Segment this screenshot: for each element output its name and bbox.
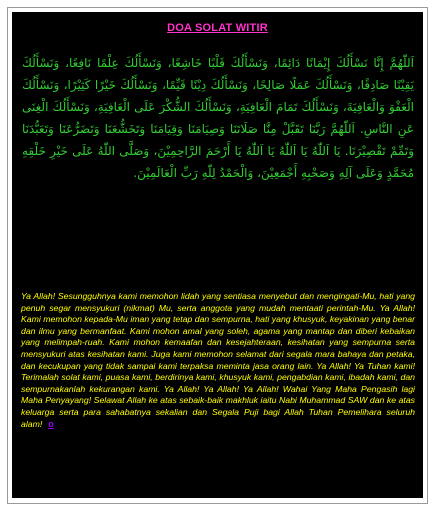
doa-panel — [12, 12, 423, 498]
translation-text: Ya Allah! Sesungguhnya kami memohon lidah yang sentiasa menyebut dan mengingati-Mu, hati yang penuh segar mensyukuri (nikmat) Mu, serta anggota yang mudah mentaati perintah-Mu. Ya Allah! Kami memohon kepada-Mu iman yang tetap dan sempurna, hati yang khusyuk, keyakinan yang benar dan ilmu yang bermanfaat. Kami mohon amal yang soleh, agama yang mantap dan diberi kebaikan yang melimpah-ruah. Kami mohon kemaafan dan kesejahteraan, kesihatan yang sempurna serta mensyukuri atas kesihatan kami. Juga kami memohon selamat dari segala mara bahaya dan petaka, dan kecukupan yang tidak sampai kami terpaksa meminta jasa orang lain. Ya Allah! Ya Tuhan kami! Terimalah solat kami, puasa kami, berdirinya kami, khusyuk kami, pengabdian kami, ibadah kami, dan sempurnakanlah kekurangan kami. Ya Allah! Ya Allah! Ya Allah! Wahai Yang Maha Pengasih lagi Maha Penyayang! Selawat Allah ke atas sebaik-baik makhluk iaitu Nabi Muhammad SAW dan ke atas keluarga serta para sahabatnya sekalian dan Segala Puji bagi Allah Tuhan Pemelihara seluruh alam! — [21, 291, 415, 429]
end-link[interactable]: o — [48, 418, 54, 429]
page-title: DOA SOLAT WITIR — [167, 22, 268, 34]
translation-paragraph — [21, 291, 415, 430]
content-frame — [7, 7, 428, 504]
arabic-prayer-text: اَللّٰهُمَّ إِنَّا نَسْأَلُكَ إِيْمَانًا دَائِمًا، وَنَسْأَلُكَ قَلْبًا خَاشِعًا، وَنَسْأَلُكَ عِلْمًا نَافِعًا، وَنَسْأَلُكَ يَقِيْنًا صَادِقًا، وَنَسْأَلُكَ عَمَلًا صَالِحًا، وَنَسْأَلُكَ دِيْنًا قَيِّمًا، وَنَسْأَلُكَ خَيْرًا كَثِيْرًا، وَنَسْأَلُكَ الْعَفْوَ وَالْعَافِيَةَ، وَنَسْأَلُكَ تَمَامَ الْعَافِيَةِ، وَنَسْأَلُكَ الشُّكْرَ عَلَى الْعَافِيَةِ، وَنَسْأَلُكَ الْغِنَى عَنِ النَّاسِ. اَللّٰهُمَّ رَبَّنَا تَقَبَّلْ مِنَّا صَلَاتَنَا وَصِيَامَنَا وَقِيَامَنَا وَتَخَشُّعَنَا وَتَضَرُّعَنَا وَتَعَبُّدَنَا وَتَمِّمْ تَقْصِيْرَنَا. يَا اَللّٰهُ يَا اَللّٰهُ يَا اَللّٰهُ يَا أَرْحَمَ الرَّاحِمِيْنَ، وَصَلَّى اللّٰهُ عَلَى خَيْرِ خَلْقِهِ مُحَمَّدٍ وَعَلَى آلِهِ وَصَحْبِهِ أَجْمَعِيْنَ، وَالْحَمْدُ لِلّٰهِ رَبِّ الْعَالَمِيْنَ. — [22, 56, 414, 180]
